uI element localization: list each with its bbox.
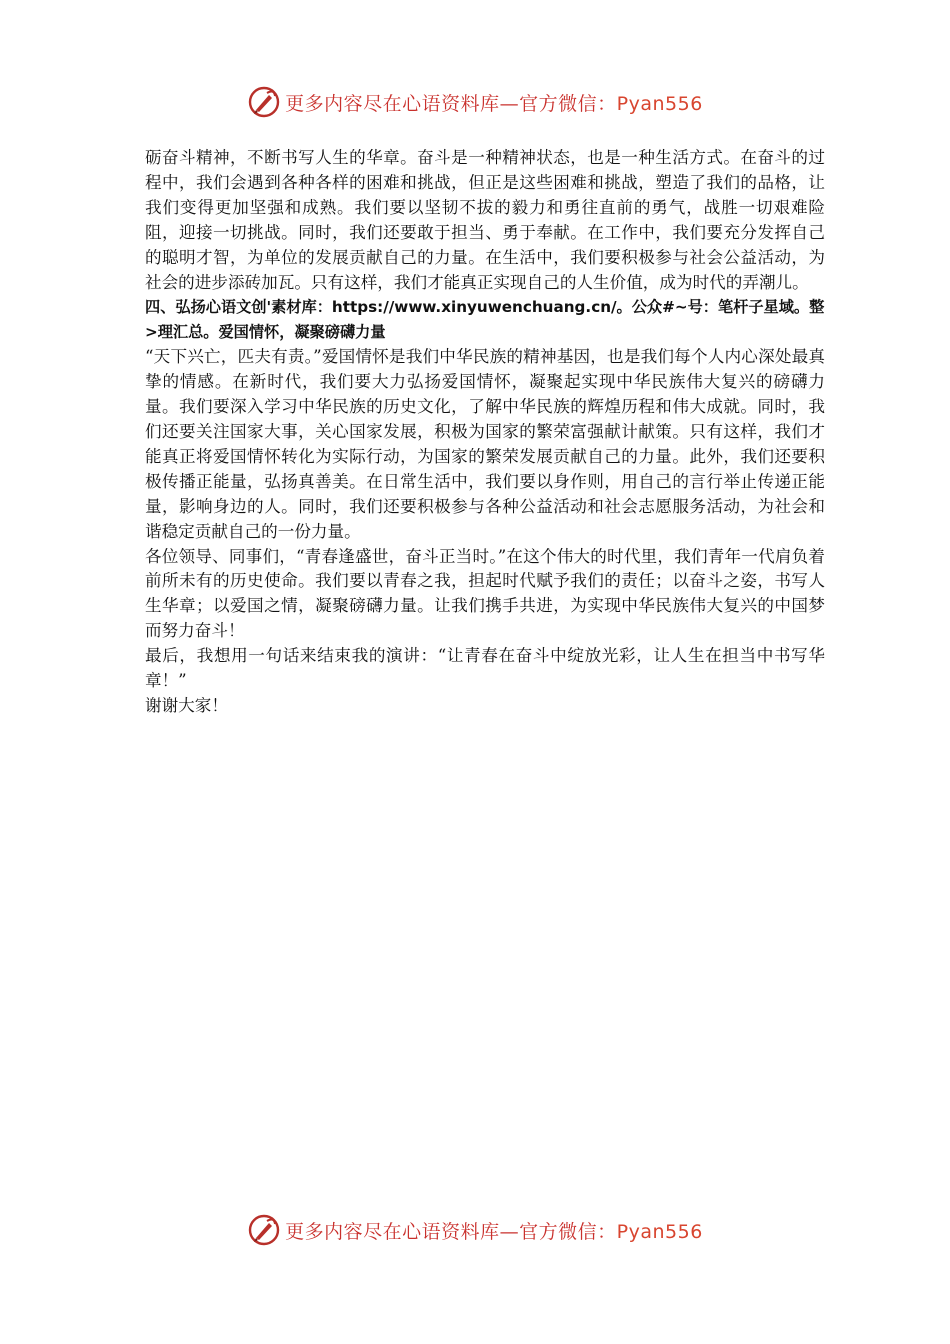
section-heading: 四、弘扬心语文创'素材库：https://www.xinyuwenchuang.cn/。公众#~号：笔杆子星域。整>理汇总。爱国情怀，凝聚磅礴力量 (145, 298, 825, 342)
paragraph-4: 最后，我想用一句话来结束我的演讲：“让青春在奋斗中绽放光彩，让人生在担当中书写华章！” (145, 646, 825, 691)
wechat-id: Pyan556 (616, 92, 703, 115)
paragraph-3: 各位领导、同事们，“青春逢盛世，奋斗正当时。”在这个伟大的时代里，我们青年一代肩负着前所未有的历史使命。我们要以青春之我，担起时代赋予我们的责任；以奋斗之姿，书写人生华章；以爱国之情，凝聚磅礴力量。让我们携手共进，为实现中华民族伟大复兴的中国梦而努力奋斗！ (145, 546, 825, 641)
header-banner (0, 82, 950, 122)
banner-text: 更多内容尽在心语资料库—官方微信：Pyan556 (285, 1220, 703, 1243)
banner-text: 更多内容尽在心语资料库—官方微信：Pyan556 (285, 92, 703, 115)
document-body (145, 146, 825, 719)
paragraph-2: “天下兴亡，匹夫有责。”爱国情怀是我们中华民族的精神基因，也是我们每个人内心深处最真挚的情感。在新时代，我们要大力弘扬爱国情怀，凝聚起实现中华民族伟大复兴的磅礴力量。我们要深入学习中华民族的历史文化，了解中华民族的辉煌历程和伟大成就。同时，我们还要关注国家大事，关心国家发展，积极为国家的繁荣富强献计献策。只有这样，我们才能真正将爱国情怀转化为实际行动，为国家的繁荣发展贡献自己的力量。此外，我们还要积极传播正能量，弘扬真善美。在日常生活中，我们要以身作则，用自己的言行举止传递正能量，影响身边的人。同时，我们还要积极参与各种公益活动和社会志愿服务活动，为社会和谐稳定贡献自己的一份力量。 (145, 347, 825, 541)
pen-logo-icon (247, 1213, 281, 1247)
pen-logo-icon (247, 85, 281, 119)
footer-banner (0, 1210, 950, 1250)
paragraph-5: 谢谢大家！ (145, 695, 228, 715)
wechat-id: Pyan556 (616, 1220, 703, 1243)
paragraph-1: 砺奋斗精神，不断书写人生的华章。奋斗是一种精神状态，也是一种生活方式。在奋斗的过程中，我们会遇到各种各样的困难和挑战，但正是这些困难和挑战，塑造了我们的品格，让我们变得更加坚强和成熟。我们要以坚韧不拔的毅力和勇往直前的勇气，战胜一切艰难险阻，迎接一切挑战。同时，我们还要敢于担当、勇于奉献。在工作中，我们要充分发挥自己的聪明才智，为单位的发展贡献自己的力量。在生活中，我们要积极参与社会公益活动，为社会的进步添砖加瓦。只有这样，我们才能真正实现自己的人生价值，成为时代的弄潮儿。 (145, 148, 825, 292)
